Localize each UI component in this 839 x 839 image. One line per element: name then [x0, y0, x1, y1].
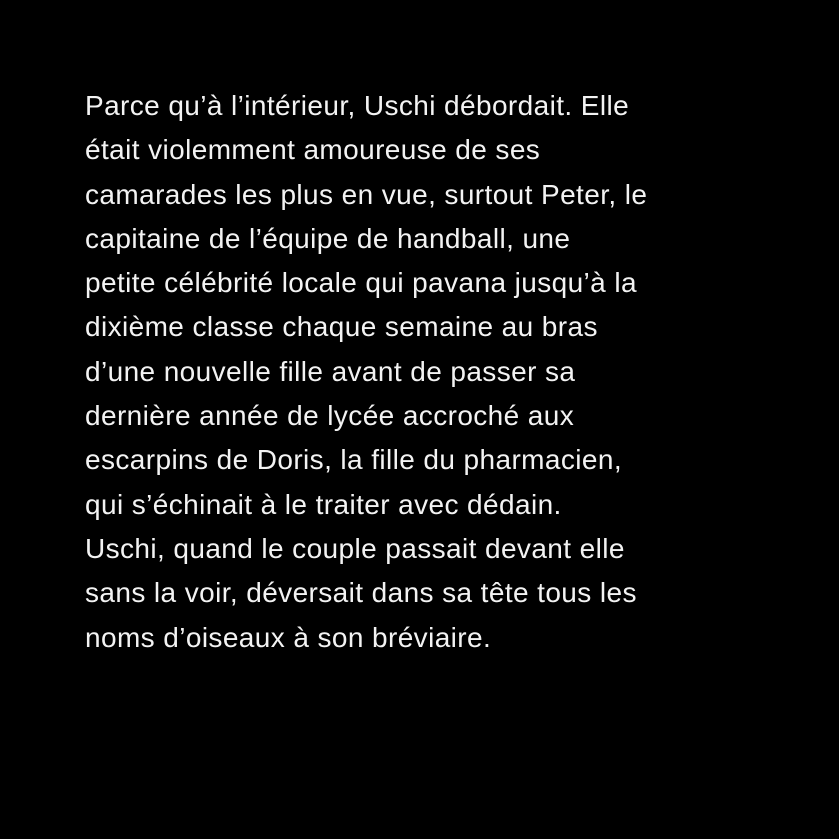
text-line: Uschi, quand le couple passait devant elle: [85, 532, 625, 564]
quote-paragraph: [85, 84, 763, 660]
text-line: d’une nouvelle fille avant de passer sa: [85, 355, 576, 387]
text-line: noms d’oiseaux à son bréviaire.: [85, 621, 492, 653]
text-line: petite célébrité locale qui pavana jusqu’à la: [85, 267, 637, 299]
text-line: dixième classe chaque semaine au bras: [85, 311, 598, 343]
text-line: dernière année de lycée accroché aux: [85, 400, 575, 432]
text-line: qui s’échinait à le traiter avec dédain.: [85, 488, 562, 520]
text-line: camarades les plus en vue, surtout Peter, le: [85, 178, 648, 210]
text-line: capitaine de l’équipe de handball, une: [85, 222, 571, 254]
text-line: Parce qu’à l’intérieur, Uschi débordait. Elle: [85, 90, 630, 121]
text-line: était violemment amoureuse de ses: [85, 134, 541, 166]
text-line: escarpins de Doris, la fille du pharmacien,: [85, 444, 623, 476]
text-line: sans la voir, déversait dans sa tête tous les: [85, 577, 637, 609]
